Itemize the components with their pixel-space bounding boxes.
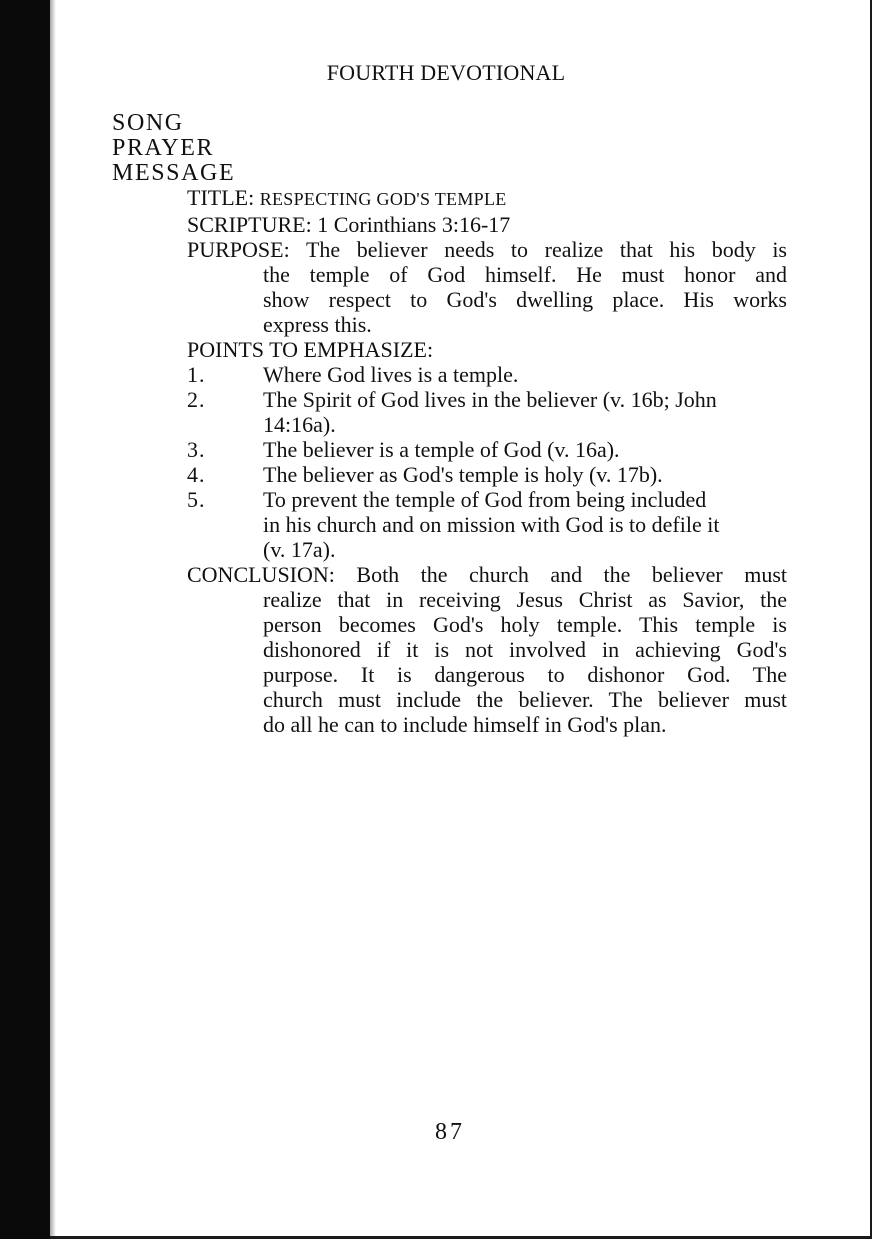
point-item (187, 462, 787, 487)
point-number: 3. (187, 437, 206, 462)
point-text-line: To prevent the temple of God from being included (263, 487, 707, 512)
point-item (187, 437, 787, 462)
message-outline (187, 185, 787, 737)
service-order-list (112, 111, 235, 186)
conclusion-text-line: Both the church and the believer must (356, 562, 788, 587)
point-text-line: The believer as God's temple is holy (v. 17b). (263, 462, 663, 487)
point-item (187, 362, 787, 387)
point-text-line: The Spirit of God lives in the believer (v. 16b; John (263, 387, 717, 412)
conclusion-text-line: purpose. It is dangerous to dishonor God. The (263, 662, 787, 687)
conclusion-section (187, 562, 787, 737)
conclusion-text-line: dishonored if it is not involved in achieving God's (263, 637, 787, 662)
point-number: 5. (187, 487, 206, 512)
points-list (187, 362, 787, 562)
points-heading: POINTS TO EMPHASIZE: (187, 337, 434, 362)
point-number: 4. (187, 462, 206, 487)
purpose-label: PURPOSE: (187, 237, 290, 262)
conclusion-first-line (187, 562, 787, 587)
point-text-line: Where God lives is a temple. (263, 362, 519, 387)
conclusion-text-line: church must include the believer. The believer must (263, 687, 787, 712)
point-text-line: The believer is a temple of God (v. 16a). (263, 437, 620, 462)
scripture-label: SCRIPTURE: (187, 212, 312, 237)
scripture-value: 1 Corinthians 3:16-17 (317, 212, 511, 237)
scan-binding-edge (0, 0, 50, 1239)
purpose-text-line: The believer needs to realize that his body is (305, 237, 787, 262)
order-item-message: MESSAGE (112, 160, 236, 186)
purpose-text-line: the temple of God himself. He must honor and (263, 262, 787, 287)
purpose-text-line: express this. (263, 312, 372, 337)
point-text-line: in his church and on mission with God is to defile it (263, 512, 720, 537)
point-number: 1. (187, 362, 206, 387)
point-item (187, 387, 787, 437)
purpose-section (187, 237, 787, 337)
order-item-prayer: PRAYER (112, 135, 215, 161)
conclusion-text-line: person becomes God's holy temple. This temple is (263, 612, 787, 637)
title-label: TITLE: (187, 185, 255, 210)
conclusion-text-line: do all he can to include himself in God's plan. (263, 712, 667, 737)
title-line (187, 185, 787, 212)
point-text-line: 14:16a). (263, 412, 336, 437)
point-text-line: (v. 17a). (263, 537, 336, 562)
purpose-text-line: show respect to God's dwelling place. His works (263, 287, 787, 312)
conclusion-label: CONCLUSION: (187, 562, 335, 587)
point-number: 2. (187, 387, 206, 412)
page-title: FOURTH DEVOTIONAL (326, 60, 566, 85)
conclusion-text-line: realize that in receiving Jesus Christ as Savior, the (263, 587, 787, 612)
title-value: RESPECTING GOD'S TEMPLE (259, 189, 507, 209)
purpose-first-line (187, 237, 787, 262)
page-number: 87 (435, 1119, 465, 1145)
order-item-song: SONG (112, 110, 184, 136)
scripture-line (187, 212, 787, 237)
point-item (187, 487, 787, 562)
